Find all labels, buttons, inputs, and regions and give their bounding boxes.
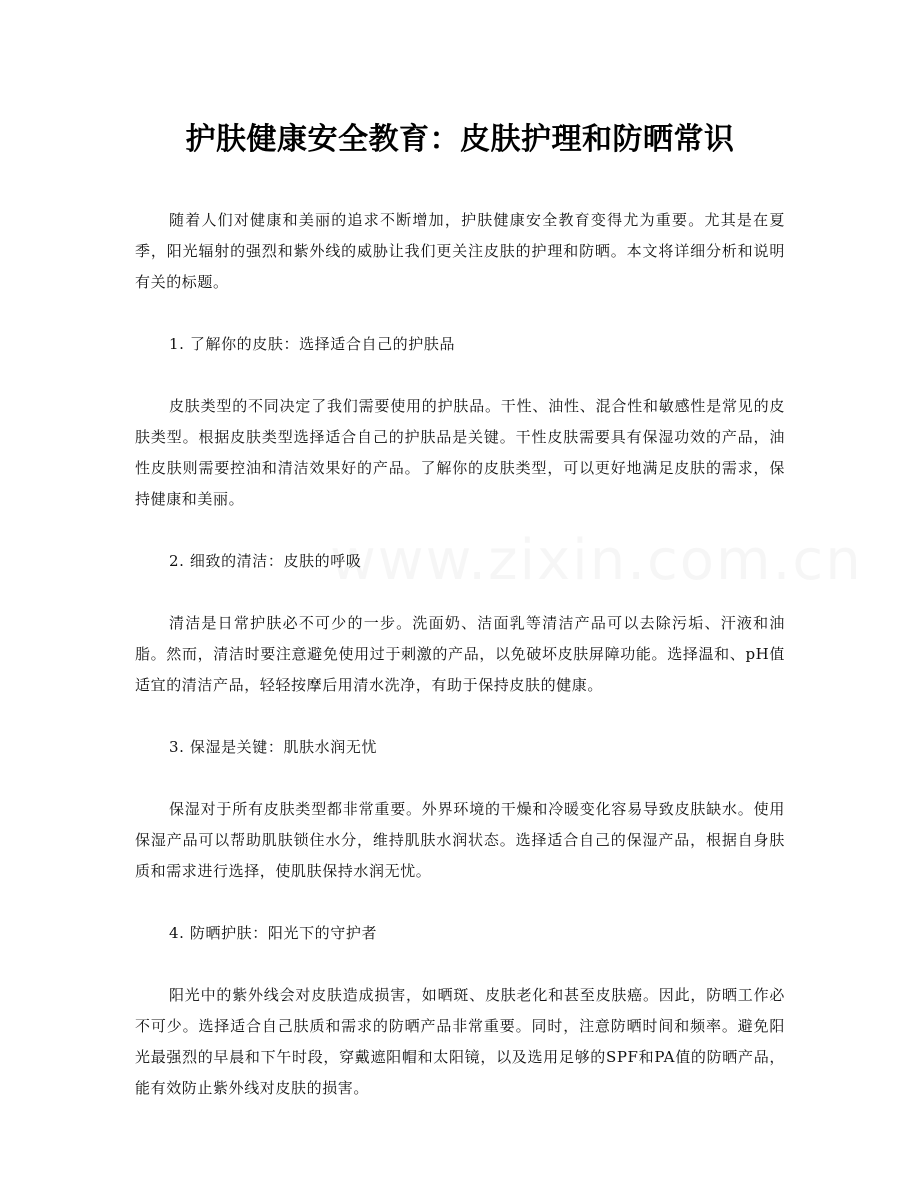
spacer (135, 887, 785, 918)
spacer (135, 577, 785, 608)
spacer (135, 949, 785, 980)
section-body-4: 阳光中的紫外线会对皮肤造成损害，如晒斑、皮肤老化和甚至皮肤癌。因此，防晒工作必不可少。选择适合自己肤质和需求的防晒产品非常重要。同时，注意防晒时间和频率。避免阳光最强烈的早晨和下午时段，穿戴遮阳帽和太阳镜，以及选用足够的SPF和PA值的防晒产品，能有效防止紫外线对皮肤的损害。 (135, 986, 785, 1097)
section-heading-4: 4. 防晒护肤：阳光下的守护者 (169, 924, 378, 942)
section-heading-1: 1. 了解你的皮肤：选择适合自己的护肤品 (169, 335, 456, 353)
section-body-3: 保湿对于所有皮肤类型都非常重要。外界环境的干燥和冷暖变化容易导致皮肤缺水。使用保湿产品可以帮助肌肤锁住水分，维持肌肤水润状态。选择适合自己的保湿产品，根据自身肤质和需求进行选择，使肌肤保持水润无忧。 (135, 800, 785, 880)
section-body-2: 清洁是日常护肤必不可少的一步。洗面奶、洁面乳等清洁产品可以去除污垢、汗液和油脂。然而，清洁时要注意避免使用过于刺激的产品，以免破坏皮肤屏障功能。选择温和、pH值适宜的清洁产品，轻轻按摩后用清水洗净，有助于保持皮肤的健康。 (135, 614, 785, 694)
spacer (135, 763, 785, 794)
spacer (135, 360, 785, 391)
spacer (135, 298, 785, 329)
spacer (135, 701, 785, 732)
section-heading-3: 3. 保湿是关键：肌肤水润无忧 (169, 738, 378, 756)
spacer (135, 170, 785, 205)
section-heading-2: 2. 细致的清洁：皮肤的呼吸 (169, 552, 362, 570)
page-title: 护肤健康安全教育：皮肤护理和防晒常识 (185, 122, 735, 157)
section-body-1: 皮肤类型的不同决定了我们需要使用的护肤品。干性、油性、混合性和敏感性是常见的皮肤类型。根据皮肤类型选择适合自己的护肤品是关键。干性皮肤需要具有保湿功效的产品，油性皮肤则需要控油和清洁效果好的产品。了解你的皮肤类型，可以更好地满足皮肤的需求，保持健康和美丽。 (135, 397, 785, 508)
intro-paragraph: 随着人们对健康和美丽的追求不断增加，护肤健康安全教育变得尤为重要。尤其是在夏季，阳光辐射的强烈和紫外线的威胁让我们更关注皮肤的护理和防晒。本文将详细分析和说明有关的标题。 (135, 211, 785, 291)
spacer (135, 515, 785, 546)
